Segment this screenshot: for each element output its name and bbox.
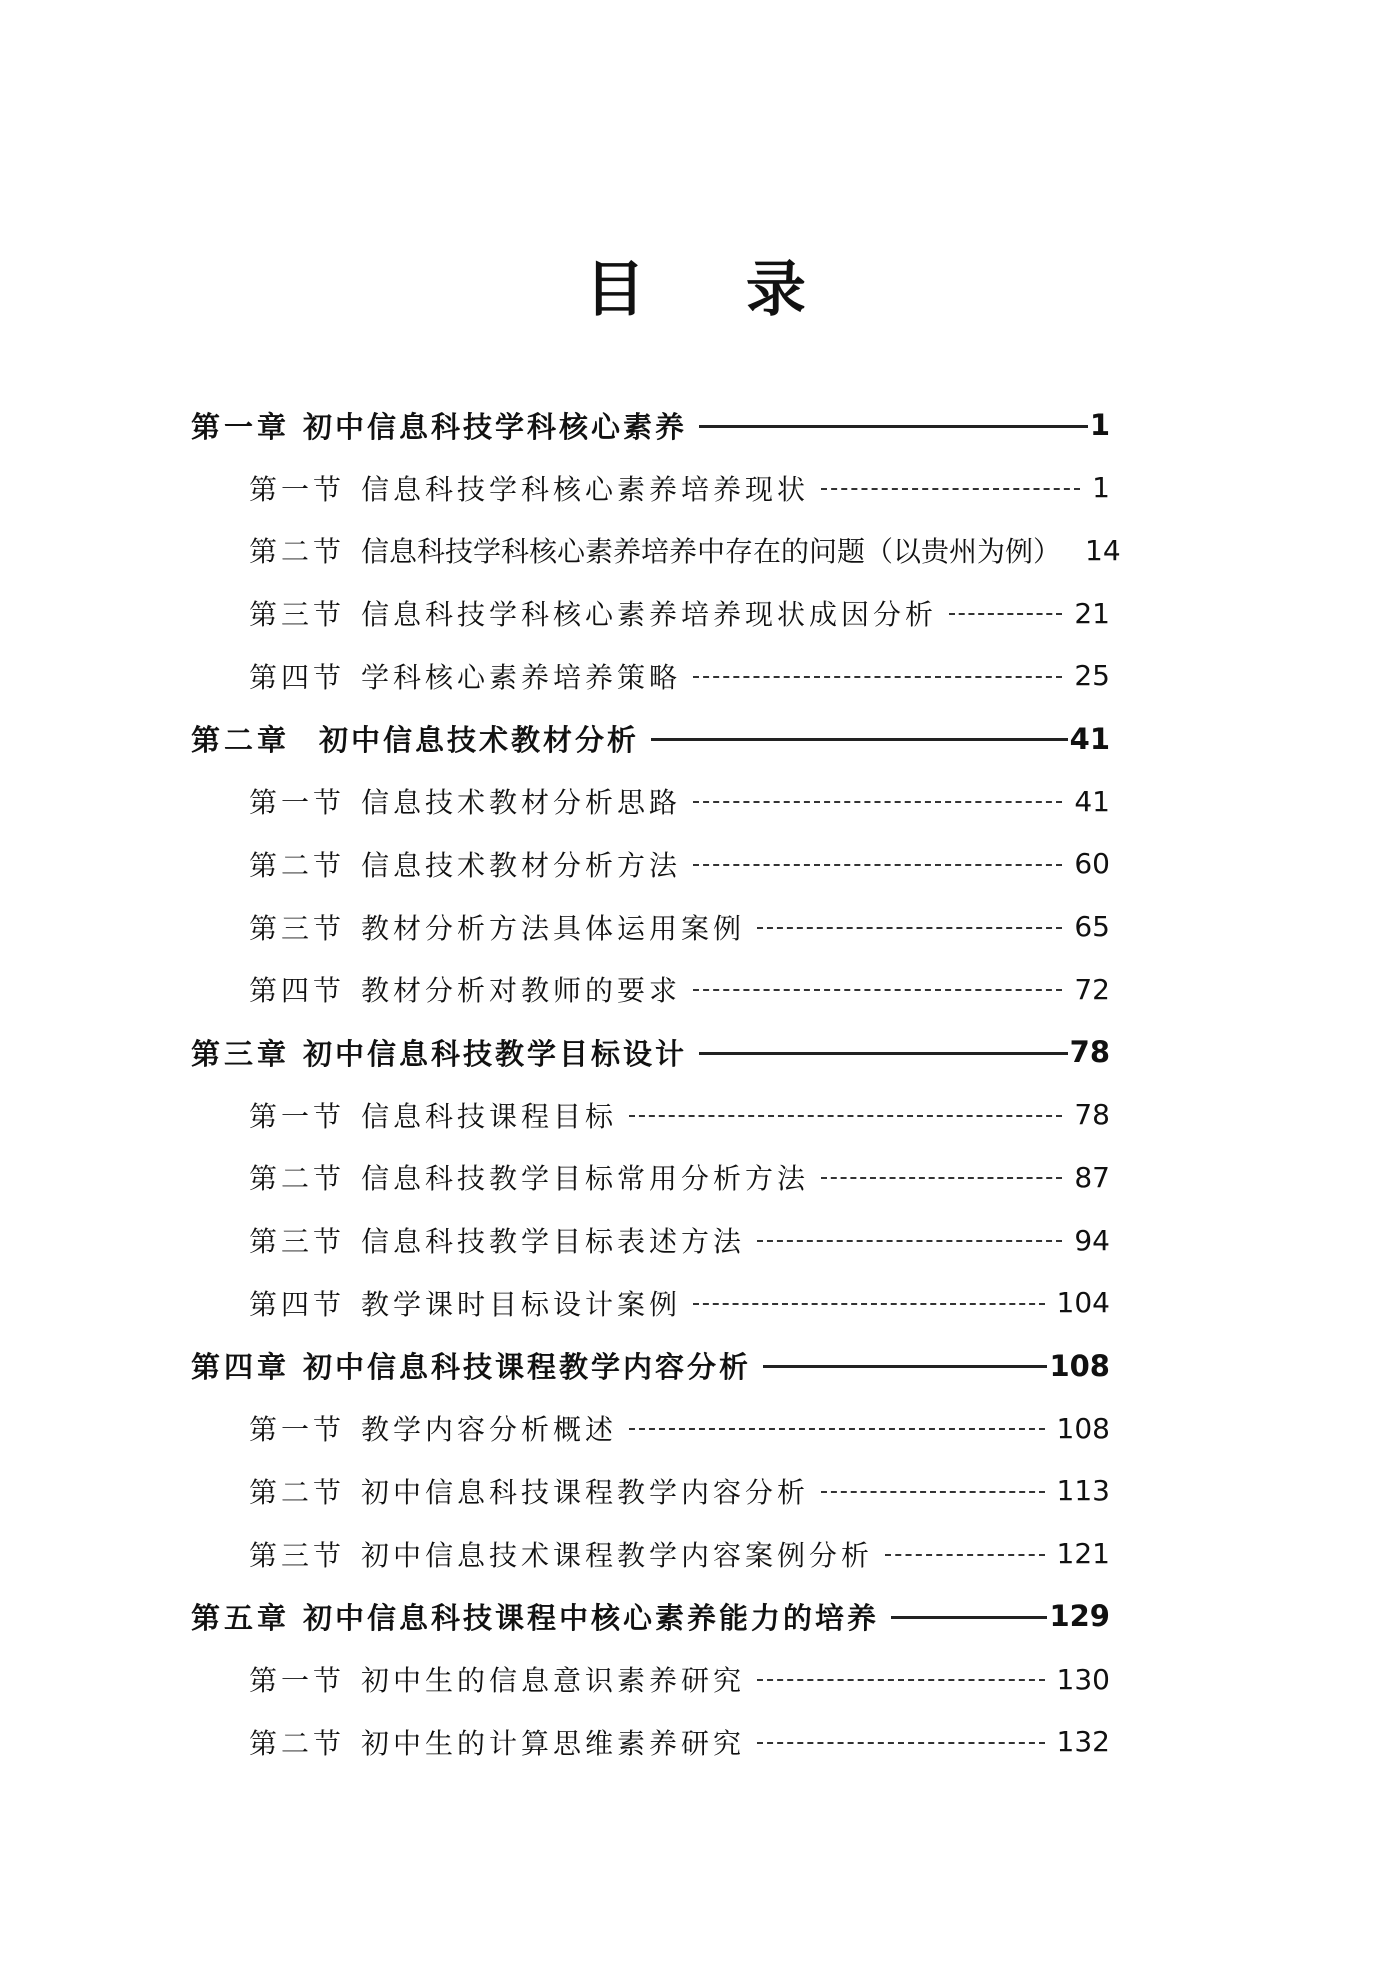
toc-section-entry[interactable] [249,1093,1110,1137]
section-number: 第一节 [249,1413,346,1447]
dot-leader [763,1365,1047,1368]
page-number: 65 [1074,910,1110,944]
section-number: 第四节 [249,1287,346,1321]
toc-chapter-entry[interactable] [191,403,1110,447]
section-number: 第三节 [249,598,346,632]
page-number: 41 [1074,784,1110,818]
toc-chapter-entry[interactable] [191,717,1110,761]
section-number: 第三节 [249,1225,346,1259]
section-title: 信息科技学科核心素养培养中存在的问题（以贵州为例） [361,535,1062,569]
section-title: 信息技术教材分析思路 [361,786,682,820]
page-number: 14 [1085,533,1121,567]
toc-chapter-entry[interactable] [191,1030,1110,1074]
section-number: 第二节 [249,1475,346,1509]
toc-section-entry[interactable] [249,1406,1110,1450]
toc-section-entry[interactable] [249,591,1110,635]
dot-leader [699,1052,1068,1055]
toc-section-entry[interactable] [249,1281,1110,1325]
toc-section-entry[interactable] [249,1218,1110,1262]
page-number: 78 [1069,1035,1110,1069]
section-number: 第二节 [249,1726,346,1760]
dot-leader [651,738,1068,741]
chapter-title: 初中信息科技教学目标设计 [303,1036,688,1071]
dash-leader [629,1428,1045,1430]
page-number: 113 [1056,1474,1110,1508]
section-number: 第二节 [249,848,346,882]
section-title: 信息技术教材分析方法 [361,848,682,882]
page-title: 目 录 [585,255,846,325]
dash-leader [693,801,1062,803]
section-number: 第二节 [249,535,346,569]
dash-leader [757,927,1062,929]
dash-leader [693,1303,1045,1305]
section-title: 信息科技课程目标 [361,1099,618,1133]
section-title: 信息科技教学目标常用分析方法 [361,1162,810,1196]
page-number: 21 [1074,596,1110,630]
section-title: 初中生的信息意识素养研究 [361,1664,746,1697]
page-number: 108 [1056,1411,1110,1445]
toc-section-entry[interactable] [249,779,1110,823]
section-title: 学科核心素养培养策略 [361,660,682,694]
section-title: 信息科技学科核心素养培养现状成因分析 [361,598,938,632]
page-number: 132 [1056,1725,1110,1759]
toc-section-entry[interactable] [249,842,1110,886]
section-number: 第二节 [249,1162,346,1196]
dash-leader [885,1554,1045,1556]
page-number: 72 [1074,972,1110,1006]
dash-leader [821,1491,1045,1493]
page-number: 25 [1074,659,1110,693]
section-title: 初中信息科技课程教学内容分析 [361,1475,810,1509]
toc-chapter-entry[interactable] [191,1594,1110,1638]
toc-section-entry[interactable] [249,528,1121,572]
toc-section-entry[interactable] [249,1657,1110,1701]
page-number: 41 [1069,721,1110,756]
toc-section-entry[interactable] [249,1532,1110,1576]
chapter-title: 初中信息科技课程教学内容分析 [303,1350,752,1384]
section-number: 第三节 [249,911,346,945]
section-number: 第四节 [249,974,346,1008]
page-number: 104 [1056,1286,1110,1320]
chapter-number: 第三章 [191,1036,291,1071]
page-number: 94 [1074,1223,1110,1257]
chapter-number: 第二章 [191,723,291,757]
section-title: 教材分析对教师的要求 [361,974,682,1008]
page-number: 108 [1049,1348,1110,1383]
toc-section-entry[interactable] [249,1469,1110,1513]
section-number: 第四节 [249,660,346,694]
toc-section-entry[interactable] [249,905,1110,949]
dot-leader [699,425,1088,428]
page-number: 121 [1056,1537,1110,1571]
dash-leader [693,989,1062,991]
section-number: 第一节 [249,1664,346,1697]
section-title: 信息科技学科核心素养培养现状 [361,472,810,506]
toc-section-entry[interactable] [249,466,1110,510]
section-title: 教材分析方法具体运用案例 [361,911,746,945]
section-title: 信息科技教学目标表述方法 [361,1225,746,1259]
dash-leader [757,1679,1045,1681]
section-title: 初中信息技术课程教学内容案例分析 [361,1538,874,1572]
section-number: 第三节 [249,1538,346,1572]
chapter-title: 初中信息技术教材分析 [319,723,640,757]
chapter-title: 初中信息科技课程中核心素养能力的培养 [303,1600,880,1635]
section-number: 第一节 [249,472,346,506]
dash-leader [821,488,1080,490]
section-title: 教学内容分析概述 [361,1413,618,1447]
chapter-title: 初中信息科技学科核心素养 [303,409,688,444]
dash-leader [949,613,1062,615]
page-number: 129 [1049,1599,1110,1634]
toc-section-entry[interactable] [249,1720,1110,1764]
toc-chapter-entry[interactable] [191,1344,1110,1388]
chapter-number: 第一章 [191,409,291,444]
dash-leader [693,676,1062,678]
page-number: 130 [1056,1662,1110,1696]
dash-leader [757,1240,1062,1242]
dash-leader [629,1115,1062,1117]
page-number: 87 [1074,1160,1110,1194]
toc-section-entry[interactable] [249,1155,1110,1199]
dash-leader [693,864,1062,866]
toc-section-entry[interactable] [249,654,1110,698]
page-number: 78 [1074,1098,1110,1132]
section-title: 教学课时目标设计案例 [361,1287,682,1321]
page-number: 60 [1074,847,1110,881]
section-number: 第一节 [249,786,346,820]
chapter-number: 第五章 [191,1600,291,1635]
section-number: 第一节 [249,1099,346,1133]
section-title: 初中生的计算思维素养研究 [361,1726,746,1760]
page-number: 1 [1092,471,1110,505]
dot-leader [891,1616,1047,1619]
dash-leader [757,1742,1045,1744]
page-number: 1 [1089,408,1110,442]
dash-leader [821,1177,1062,1179]
chapter-number: 第四章 [191,1350,291,1384]
toc-section-entry[interactable] [249,967,1110,1011]
